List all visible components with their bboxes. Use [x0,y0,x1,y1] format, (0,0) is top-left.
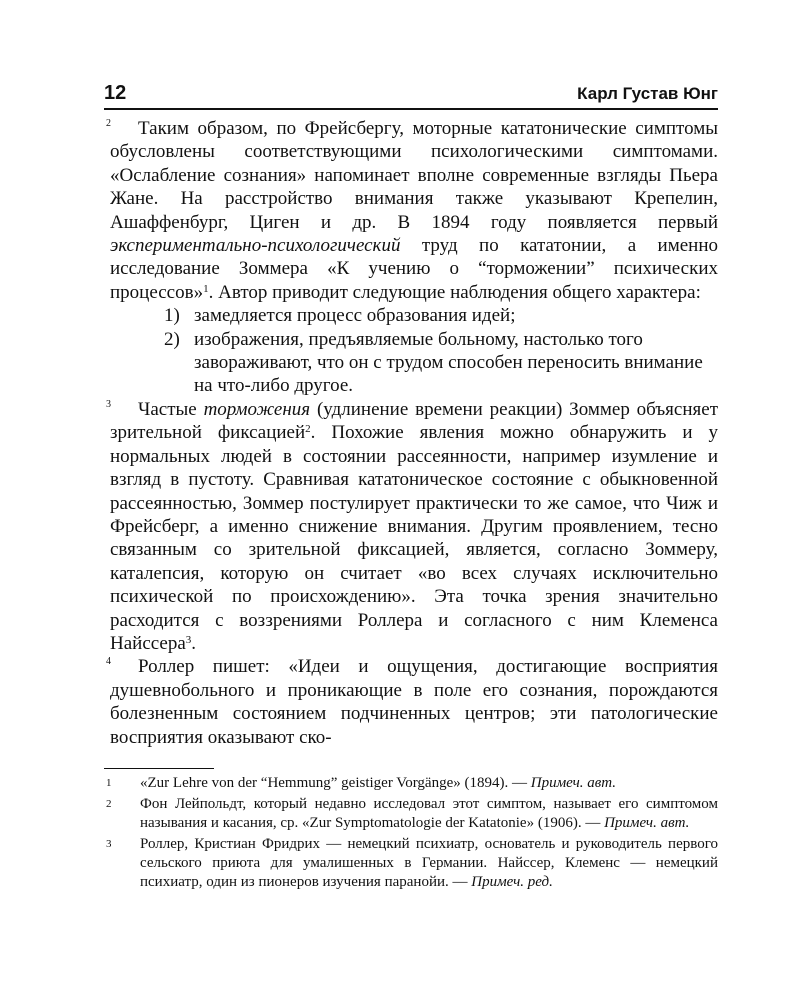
footnote-ref: 1 [203,282,209,295]
list-marker: 2) [164,328,180,350]
paragraph-text: . Похожие явления можно обнаружить и у нормальных людей в состоянии рассеянности, например изумление и взгляд в пустоту. Сравнивая кататоническое состояние с обыкновенной рассеянностью, Зоммер постулирует практически то же самое, что Чиж и Фрейсберг, а именно снижение внимания. Другим проявлением, тесно связанным со зрительной фиксацией, является, согласно Зоммеру, каталепсия, которую он считает «во всех случаях исключительно психической по происхождению». Эта точка зрения значительно расходится с воззрениями Роллера и согласного с ним Клеменса Найссера [110,422,718,654]
list-item-text: изображения, предъявляемые больному, настолько того завораживают, что он с трудом способен переносить внимание на что-либо другое. [194,328,703,397]
footnote-rule [104,768,214,769]
footnotes [104,774,718,894]
paragraph-text: (удлинение времени реакции) Зоммер объясняет зрительной фиксацией [110,398,719,444]
paragraph-2 [106,117,718,304]
running-header [104,82,718,106]
footnote-note: Примеч. авт. [604,815,690,831]
footnote-text: Фон Лейпольдт, который недавно исследовал этот симптом, называет его симптомом называния и касания, ср. «Zur Symptomatologie der Katatonie» (1906). — [140,796,718,831]
running-title-author: Карл Густав Юнг [577,84,718,103]
footnote-number: 3 [106,838,112,850]
emphasis: экспериментально-психологический [110,235,401,257]
footnote [104,795,718,833]
list-marker: 1) [164,305,180,327]
paragraph-text: Роллер пишет: «Идеи и ощущения, достигающие восприятия душевнобольного и проникающие в поле его сознания, порождаются болезненным состоянием подчиненных центров; эти патологические восприятия оказывают ско- [110,656,718,748]
footnote-number: 2 [106,798,112,810]
footnote-note: Примеч. авт. [530,775,617,791]
header-rule [104,108,718,110]
list-item [110,328,718,398]
footnote-text: Роллер, Кристиан Фридрих — немецкий психиатр, основатель и руководитель первого сельского приюта для умалишенных в Германии. Найссер, Клеменс — немецкий психиатр, один из пионеров изучения паранойи. — [140,836,718,890]
emphasis: торможения [203,398,311,420]
footnote-note: Примеч. ред. [471,874,553,890]
main-text [106,117,719,749]
footnote-ref: 2 [305,423,311,436]
margin-number: 2 [106,118,111,129]
paragraph-3 [106,398,719,655]
list-item-text: замедляется процесс образования идей; [194,305,516,327]
paragraph-text: труд по кататонии, а именно исследование Зоммера «К учению о “торможении” психических процессов» [110,235,718,303]
footnote [104,774,718,793]
footnote [104,835,718,892]
paragraph-text: Таким образом, по Фрейсбергу, моторные кататонические симптомы обусловлены соответствующими психологическими симптомами. «Ослабление сознания» напоминает вполне современные взгляды Пьера Жане. На расстройство внимания также указывают Крепелин, Ашаффенбург, Циген и др. В 1894 году появляется первый [110,118,718,233]
paragraph-4 [106,655,718,749]
margin-number: 3 [106,398,111,410]
footnote-text: «Zur Lehre von der “Hemmung” geistiger Vorgänge» (1894). — [140,775,531,791]
paragraph-text: . Автор приводит следующие наблюдения общего характера: [208,281,701,303]
footnote-ref: 3 [185,633,192,646]
footnote-number: 1 [106,777,112,789]
margin-number: 4 [106,656,111,668]
paragraph-text: . [191,632,197,654]
paragraph-text: Частые [138,398,204,420]
numbered-list [110,304,718,398]
page-number: 12 [104,82,127,104]
list-item [110,304,718,327]
